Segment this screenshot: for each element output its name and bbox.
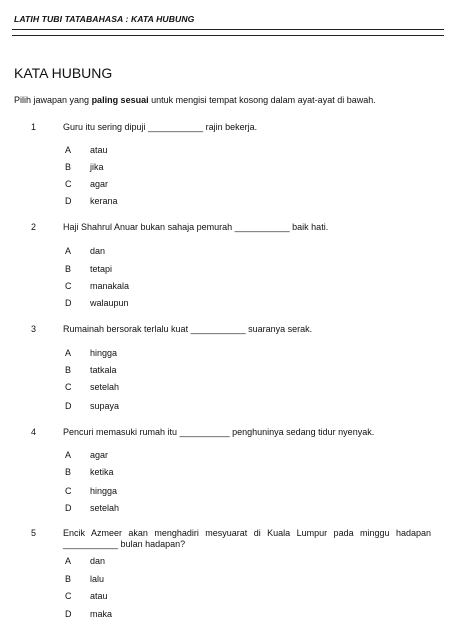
option-text: agar (90, 179, 109, 189)
instruction (14, 95, 376, 105)
option-text: tatkala (90, 365, 117, 375)
option-text: ketika (90, 467, 114, 477)
option-text: lalu (90, 574, 105, 584)
running-header: LATIH TUBI TATABAHASA : KATA HUBUNG (14, 14, 195, 24)
question-number: 3 (31, 324, 37, 334)
option-letter: C (65, 281, 72, 291)
instruction-emphasis: paling sesuai (91, 95, 149, 105)
option-letter: B (65, 574, 72, 584)
question-number: 1 (31, 122, 37, 132)
option-text: walaupun (90, 298, 129, 308)
option-letter: B (65, 264, 72, 274)
header-rule-lower (12, 35, 444, 36)
option-text: dan (90, 556, 106, 566)
question-number: 4 (31, 427, 37, 437)
question-stem: Rumainah bersorak terlalu kuat ___________ suaranya serak. (63, 324, 313, 334)
option-letter: D (65, 196, 72, 206)
option-letter: A (65, 450, 72, 460)
option-letter: D (65, 609, 72, 619)
option-letter: B (65, 365, 72, 375)
option-letter: A (65, 348, 72, 358)
question-stem: Pencuri memasuki rumah itu __________ penghuninya sedang tidur nyenyak. (63, 427, 375, 437)
option-letter: D (65, 503, 72, 513)
option-text: atau (90, 591, 108, 601)
page-title: KATA HUBUNG (14, 65, 113, 81)
option-text: setelah (90, 382, 120, 392)
option-letter: C (65, 591, 72, 601)
question-stem: Encik Azmeer akan menghadiri mesyuarat di Kuala Lumpur pada minggu hadapan ___________ bulan hadapan? (63, 528, 431, 549)
option-letter: C (65, 382, 72, 392)
option-text: kerana (90, 196, 118, 206)
question-number: 5 (31, 528, 37, 538)
option-text: atau (90, 145, 108, 155)
option-letter: C (65, 486, 72, 496)
option-letter: A (65, 145, 72, 155)
option-letter: C (65, 179, 72, 189)
option-text: jika (90, 162, 104, 172)
option-letter: A (65, 556, 72, 566)
question-stem: Guru itu sering dipuji ___________ rajin bekerja. (63, 122, 258, 132)
question-stem: Haji Shahrul Anuar bukan sahaja pemurah ___________ baik hati. (63, 222, 329, 232)
header-rule (12, 29, 444, 30)
option-text: agar (90, 450, 109, 460)
option-text: dan (90, 246, 106, 256)
instruction-prefix: Pilih jawapan yang (14, 95, 92, 105)
question-number: 2 (31, 222, 37, 232)
option-letter: B (65, 467, 72, 477)
option-letter: A (65, 246, 72, 256)
option-text: maka (90, 609, 113, 619)
option-letter: D (65, 401, 72, 411)
option-letter: D (65, 298, 72, 308)
option-letter: B (65, 162, 72, 172)
option-text: hingga (90, 348, 118, 358)
option-text: tetapi (90, 264, 113, 274)
instruction-suffix: untuk mengisi tempat kosong dalam ayat-ayat di bawah. (148, 95, 376, 105)
option-text: hingga (90, 486, 118, 496)
option-text: supaya (90, 401, 120, 411)
option-text: manakala (90, 281, 130, 291)
option-text: setelah (90, 503, 120, 513)
